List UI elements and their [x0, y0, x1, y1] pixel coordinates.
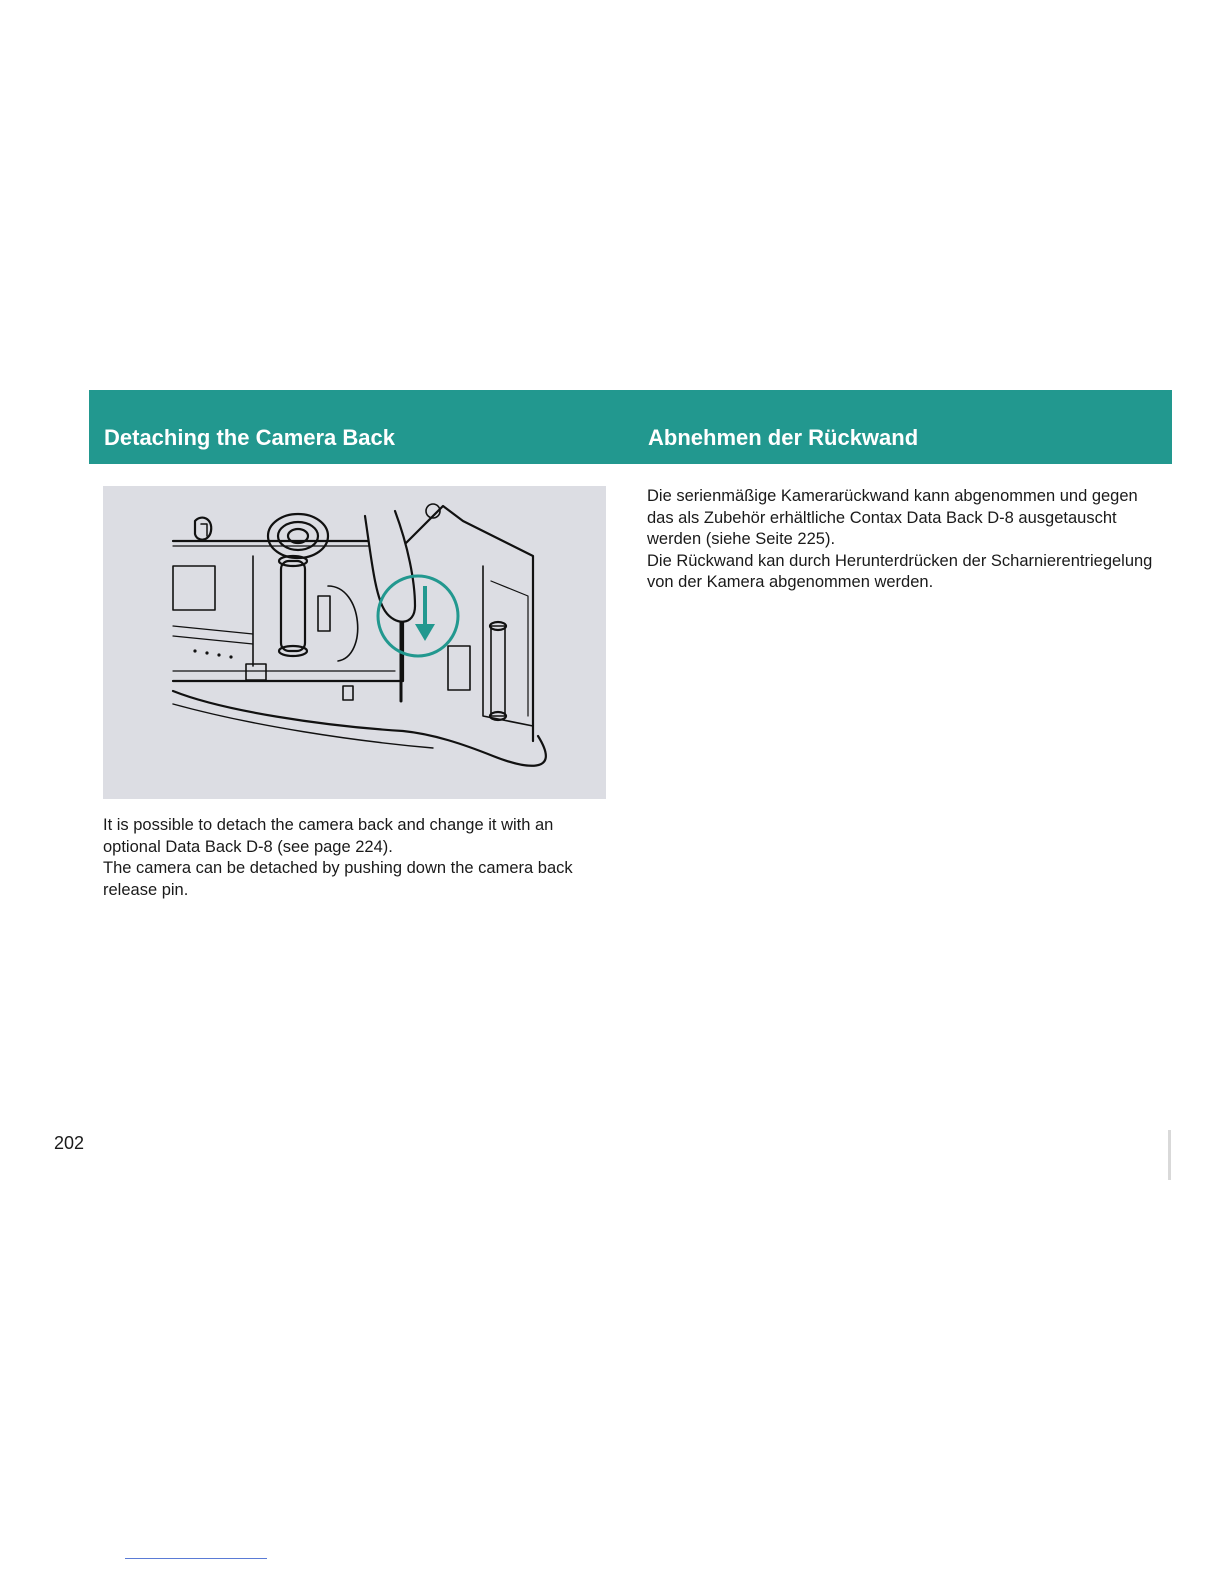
footer-rule	[125, 1558, 267, 1559]
paragraph-de-2: Die Rückwand kan durch Herunterdrücken der Scharnierentriegelung von der Kamera abgenommen werden.	[647, 551, 1153, 591]
camera-base-curve	[173, 691, 546, 766]
camera-back-door	[403, 506, 533, 741]
paragraph-de-1: Die serienmäßige Kamerarückwand kann abgenommen und gegen das als Zubehör erhältliche Contax Data Back D-8 ausgetauscht werden (siehe Seite 225).	[647, 487, 1138, 548]
page-edge-mark	[1168, 1130, 1171, 1180]
section-header-bar	[89, 390, 1172, 464]
body-text-english	[103, 815, 583, 901]
down-arrow-icon	[415, 624, 435, 641]
paragraph-en-2: The camera can be detached by pushing down the camera back release pin.	[103, 859, 573, 899]
camera-illustration-svg	[103, 486, 606, 799]
section-title-german: Abnehmen der Rückwand	[648, 425, 919, 450]
hinge-latch	[448, 646, 470, 690]
page-number: 202	[54, 1133, 85, 1153]
paragraph-en-1: It is possible to detach the camera back and change it with an optional Data Back D-8 (see page 224).	[103, 816, 554, 856]
film-window	[173, 566, 215, 610]
section-title-english: Detaching the Camera Back	[104, 425, 395, 450]
strap-lug	[195, 518, 211, 540]
finger	[365, 511, 415, 622]
camera-back-release-illustration	[103, 486, 606, 799]
body-text-german	[647, 486, 1157, 594]
film-cassette-spool	[281, 561, 305, 651]
